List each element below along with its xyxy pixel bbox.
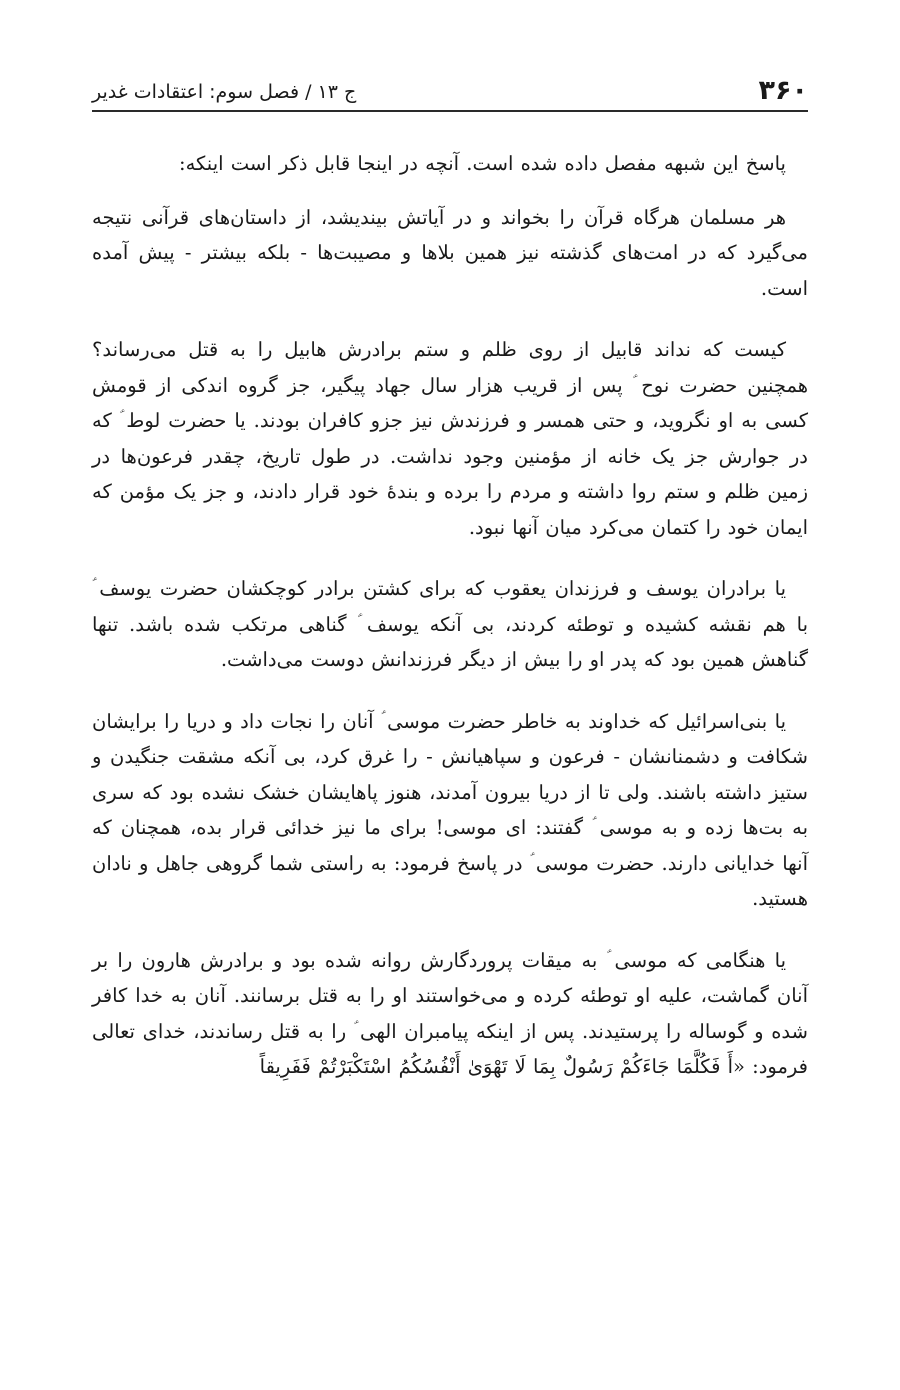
running-title: ج ۱۳ / فصل سوم: اعتقادات غدیر [92,81,357,103]
page-number: ۳۶۰ [758,75,808,106]
paragraph-quran-stories: هر مسلمان هرگاه قرآن را بخواند و در آیاتش بیندیشد، از داستان‌های قرآنی نتیجه می‌گیرد که در امت‌های گذشته نیز همین بلاها و مصیبت‌ها - بلکه بیشتر - پیش آمده است. [92,205,808,300]
paragraph-qabil-nuh-lut: کیست که نداند قابیل از روی ظلم و ستم برادرش هابیل را به قتل می‌رساند؟ همچنین حضرت نوح ؑ پس از قریب هزار سال جهاد پیگیر، جز گروه اندکی از قومش کسی به او نگروید، و حتی همسر و فرزندش نیز جزو کافران بودند. یا حضرت لوط ؑ که در جوارش جز یک خانه از مؤمنین وجود نداشت. در طول تاریخ، چقدر فرعون‌ها در زمین ظلم و ستم روا داشته و مردم را برده و بندهٔ خود قرار دادند، و جز یک مؤمن که ایمان خود را کتمان می‌کرد میان آنها نبود. [92,338,808,539]
paragraph-musa-miqat: یا هنگامی که موسی ؑ به میقات پروردگارش روانه شده بود و برادرش هارون را بر آنان گماشت، علیه او توطئه کرده و می‌خواستند او را به قتل برسانند. آنان به خدا کافر شده و گوساله را پرستیدند. پس از اینکه پیامبران الهی ؑ را به قتل رساندند، خدای تعالی فرمود: «أَ فَكُلَّمَا جَاءَكُمْ رَسُولٌ بِمَا لَا تَهْوَىٰ أَنْفُسُكُمُ اسْتَكْبَرْتُمْ فَفَرِيقاً [92,948,808,1078]
paragraph-yusuf: یا برادران یوسف و فرزندان یعقوب که برای کشتن برادر کوچکشان حضرت یوسف ؑ با هم نقشه کشیده و توطئه کردند، بی آنکه یوسف ؑ گناهی مرتکب شده باشد. تنها گناهش همین بود که پدر او را بیش از دیگر فرزندانش دوست می‌داشت. [92,577,808,671]
running-header [92,60,808,112]
paragraph-bani-israil: یا بنی‌اسرائیل که خداوند به خاطر حضرت موسی ؑ آنان را نجات داد و دریا را برایشان شکافت و دشمنانشان - فرعون و سپاهیانش - را غرق کرد، بی آنکه مشقت جنگیدن و ستیز داشته باشند. ولی تا از دریا بیرون آمدند، هنوز پاهایشان خشک نشده بود که سری به بت‌ها زده و به موسی ؑ گفتند: ای موسی! برای ما نیز خدائی قرار بده، همچنان که آنها خدایانی دارند. حضرت موسی ؑ در پاسخ فرمود: به راستی شما گروهی جاهل و نادان هستید. [92,709,808,910]
book-page [92,60,808,1111]
body-text [92,146,808,1085]
paragraph-intro: پاسخ این شبهه مفصل داده شده است. آنچه در اینجا قابل ذکر است اینکه: [179,152,786,175]
